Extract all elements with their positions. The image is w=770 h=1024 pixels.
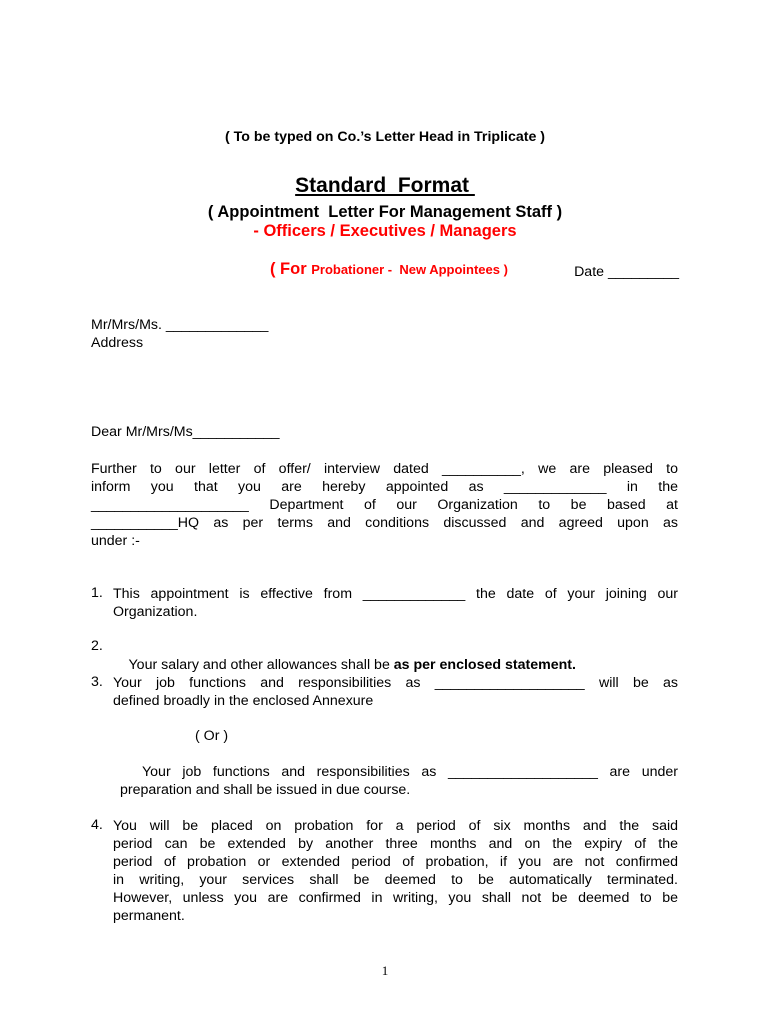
roles-line: - Officers / Executives / Managers [253,222,517,240]
address-label: Address [91,335,144,351]
or-label: ( Or ) [195,728,229,744]
list-text: period of probation or extended period of probation, if you are not confirmed [113,854,678,870]
document-subtitle: ( Appointment Letter For Management Staff ) [207,203,563,221]
recipient-line: Mr/Mrs/Ms. _____________ [91,317,269,333]
intro-paragraph [91,460,678,550]
list-text: Organization. [113,604,198,620]
intro-line: ___________HQ as per terms and conditions discussed and agreed upon as [91,515,678,531]
list-number: 4. [91,817,103,833]
list-text: period can be extended by another three months and on the expiry of the [113,836,678,852]
alt-text: preparation and shall be issued in due course. [120,782,411,798]
page-number: 1 [381,963,389,978]
list-text: This appointment is effective from _____________ the date of your joining our [113,586,678,602]
list-number: 2. [91,638,103,654]
list-text: permanent. [113,908,185,924]
list-text: Your job functions and responsibilities as ___________________ will be as [113,675,678,691]
intro-line: inform you that you are hereby appointed as _____________ in the [91,479,678,495]
document-title: Standard Format [295,174,475,197]
alternate-clause [120,763,678,799]
list-text: in writing, your services shall be deemed to be automatically terminated. [113,872,678,888]
list-number: 3. [91,674,103,690]
list-text: However, unless you are confirmed in writing, you shall not be deemed to be [113,890,678,906]
for-detail: Probationer - New Appointees ) [311,262,508,277]
header-note: ( To be typed on Co.’s Letter Head in Triplicate ) [224,129,546,145]
salutation: Dear Mr/Mrs/Ms___________ [91,424,280,440]
intro-line: ____________________ Department of our Organization to be based at [91,497,678,513]
salary-emphasis: as per enclosed statement. [393,657,576,673]
list-text: defined broadly in the enclosed Annexure [113,693,374,709]
date-line: Date _________ [574,264,679,280]
alt-text: Your job functions and responsibilities as ___________________ are under [142,764,678,780]
intro-line: under :- [91,533,140,549]
list-text: Your salary and other allowances shall be [128,657,394,673]
for-prefix: ( For [269,260,312,278]
list-text: You will be placed on probation for a period of six months and the said [113,818,678,834]
intro-line: Further to our letter of offer/ interview dated __________, we are pleased to [91,461,678,477]
list-number: 1. [91,585,103,601]
